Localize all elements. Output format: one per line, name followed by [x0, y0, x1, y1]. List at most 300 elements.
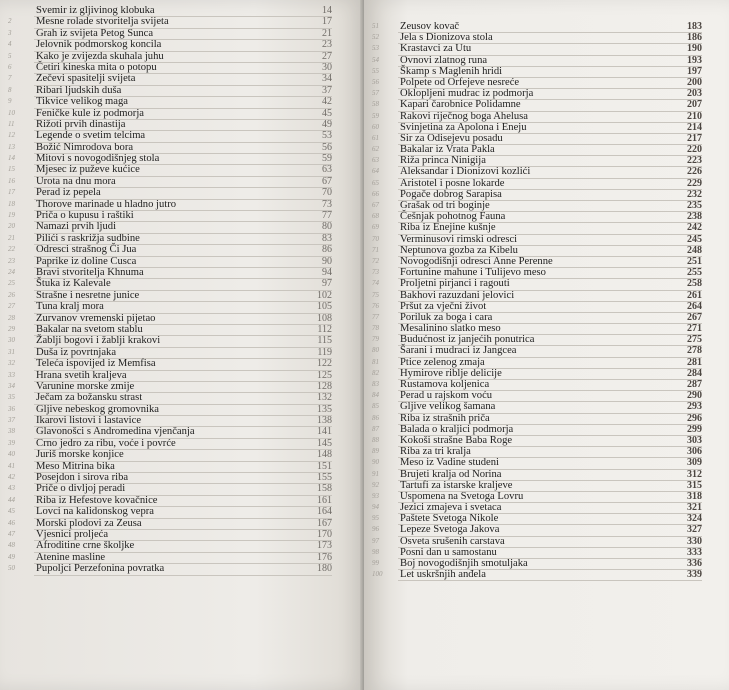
entry-page-number: 330 — [687, 535, 702, 547]
entry-number: 32 — [8, 359, 15, 368]
entry-page-number: 14 — [322, 5, 332, 16]
entry-number: 13 — [8, 142, 15, 151]
entry-number: 58 — [372, 100, 379, 109]
entry-page-number: 73 — [322, 198, 332, 210]
entry-title: Namazi prvih ljudi — [36, 221, 117, 233]
entry-number: 53 — [372, 44, 379, 53]
entry-title: Uspomena na Svetoga Lovru — [400, 490, 524, 502]
entry-number: 89 — [372, 447, 379, 456]
entry-page-number: 275 — [687, 334, 702, 346]
entry-number: 98 — [372, 547, 379, 556]
entry-title: Četiri kineska mita o potopu — [36, 61, 157, 73]
entry-page-number: 186 — [687, 32, 702, 44]
entry-page-number: 232 — [687, 188, 702, 200]
entry-title: Riba iz Enejine kušnje — [400, 222, 496, 234]
entry-title: Thorove marinade u hladno jutro — [36, 198, 177, 210]
entry-title: Kapari čarobnice Polidamne — [400, 99, 521, 111]
entry-number: 3 — [8, 28, 12, 37]
entry-number: 48 — [8, 541, 15, 550]
entry-page-number: 278 — [687, 345, 702, 357]
entry-page-number: 200 — [687, 76, 702, 88]
entry-number: 43 — [8, 484, 15, 493]
entry-page-number: 86 — [322, 244, 332, 256]
entry-page-number: 125 — [317, 369, 332, 381]
entry-page-number: 145 — [317, 437, 332, 449]
entry-number: 47 — [8, 529, 15, 538]
entry-title: Zeusov kovač — [400, 21, 460, 32]
entry-title: Tikvice velikog maga — [36, 96, 128, 108]
entry-number: 92 — [372, 480, 379, 489]
entry-page-number: 255 — [687, 267, 702, 279]
entry-number: 96 — [372, 525, 379, 534]
entry-title: Aleksandar i Dionizovi kozlići — [400, 166, 531, 178]
entry-title: Ptice zelenog zmaja — [400, 356, 485, 368]
entry-number: 72 — [372, 256, 379, 265]
entry-title: Božić Nimrodova bora — [36, 141, 134, 153]
entry-page-number: 102 — [317, 289, 332, 301]
entry-page-number: 112 — [317, 323, 332, 335]
entry-number: 29 — [8, 324, 15, 333]
entry-title: Rustamova koljenica — [400, 379, 490, 390]
entry-title: Svinjetina za Apolona i Eneju — [400, 121, 527, 133]
entry-title: Žablji bogovi i žablji krakovi — [36, 335, 161, 347]
entry-title: Priče o divljoj peradi — [36, 483, 126, 495]
entry-page-number: 70 — [322, 187, 332, 199]
entry-title: Meso iz Vadine studeni — [400, 457, 499, 469]
entry-page-number: 290 — [687, 390, 702, 402]
entry-page-number: 235 — [687, 200, 702, 211]
entry-underline — [398, 580, 702, 581]
entry-title: Odresci strašnog Či Jua — [36, 244, 137, 256]
entry-number: 7 — [8, 74, 12, 83]
entry-page-number: 56 — [322, 141, 332, 153]
entry-page-number: 296 — [687, 412, 702, 424]
entry-page-number: 83 — [322, 232, 332, 244]
entry-page-number: 122 — [317, 358, 332, 370]
entry-title: Priča o kupusu i raštiki — [36, 210, 134, 222]
entry-page-number: 80 — [322, 221, 332, 233]
entry-number: 9 — [8, 97, 12, 106]
entry-page-number: 94 — [322, 266, 332, 278]
entry-title: Proljetni pirjanci i ragouti — [400, 278, 510, 290]
entry-number: 52 — [372, 33, 379, 42]
entry-page-number: 90 — [322, 255, 332, 267]
toc-list-right — [364, 22, 716, 581]
entry-number: 81 — [372, 357, 379, 366]
entry-title: Pršut za vječni život — [400, 300, 487, 312]
entry-title: Meso Mitrina bika — [36, 460, 115, 472]
entry-page-number: 141 — [317, 426, 332, 438]
entry-number: 30 — [8, 336, 15, 345]
entry-title: Ribari ljudskih duša — [36, 84, 122, 96]
entry-title: Hrana svetih kraljeva — [36, 369, 127, 381]
entry-title: Riba iz strašnih priča — [400, 412, 490, 424]
entry-number: 8 — [8, 85, 12, 94]
entry-title: Brujeti kralja od Norina — [400, 468, 502, 480]
entry-underline — [34, 575, 332, 576]
entry-page-number: 176 — [317, 551, 332, 563]
entry-number: 83 — [372, 380, 379, 388]
entry-number: 100 — [372, 570, 383, 579]
toc-entry — [0, 564, 348, 575]
entry-title: Crno jedro za ribu, voće i povrće — [36, 437, 176, 449]
entry-number: 10 — [8, 108, 15, 117]
entry-title: Feničke kule iz podmorja — [36, 107, 144, 119]
entry-title: Afroditine crne školjke — [36, 540, 135, 552]
entry-title: Bravi stvoritelja Khnuma — [36, 266, 144, 278]
entry-title: Pilići s raskrižja sudbine — [36, 232, 140, 244]
entry-title: Ječam za božansku strast — [36, 392, 143, 404]
entry-number: 56 — [372, 77, 379, 86]
entry-page-number: 293 — [687, 401, 702, 413]
entry-title: Češnjak pohotnog Fauna — [400, 211, 506, 223]
entry-number: 49 — [8, 552, 15, 561]
entry-number: 36 — [8, 404, 15, 413]
entry-page-number: 197 — [687, 65, 702, 77]
entry-page-number: 173 — [317, 540, 332, 552]
entry-number: 20 — [8, 222, 15, 231]
entry-page-number: 306 — [687, 446, 702, 458]
entry-page-number: 158 — [317, 483, 332, 495]
entry-page-number: 180 — [317, 563, 332, 575]
entry-number: 86 — [372, 413, 379, 422]
entry-number: 11 — [8, 119, 15, 128]
entry-page-number: 164 — [317, 506, 332, 518]
entry-page-number: 287 — [687, 379, 702, 390]
entry-title: Paštete Svetoga Nikole — [400, 513, 499, 525]
entry-number: 38 — [8, 427, 15, 436]
entry-page-number: 108 — [317, 312, 332, 324]
entry-title: Balada o kraljici podmorja — [400, 423, 514, 435]
entry-title: Poriluk za boga i cara — [400, 311, 493, 323]
entry-number: 91 — [372, 469, 379, 478]
entry-number: 35 — [8, 393, 15, 402]
entry-page-number: 49 — [322, 118, 332, 130]
entry-title: Legende o svetim telcima — [36, 130, 146, 142]
entry-title: Tartufi za istarske kraljeve — [400, 479, 513, 491]
entry-number: 39 — [8, 438, 15, 447]
entry-title: Osveta srušenih carstava — [400, 535, 505, 547]
entry-page-number: 267 — [687, 311, 702, 323]
entry-page-number: 53 — [322, 130, 332, 142]
entry-page-number: 115 — [317, 335, 332, 347]
entry-number: 78 — [372, 324, 379, 333]
entry-page-number: 261 — [687, 289, 702, 301]
entry-number: 84 — [372, 391, 379, 400]
entry-number: 33 — [8, 370, 15, 379]
entry-number: 68 — [372, 212, 379, 221]
entry-title: Paprike iz doline Cusca — [36, 255, 137, 267]
entry-number: 80 — [372, 346, 379, 355]
entry-title: Tuna kralj mora — [36, 301, 104, 313]
entry-number: 2 — [8, 17, 12, 26]
entry-number: 62 — [372, 145, 379, 154]
entry-number: 22 — [8, 245, 15, 254]
entry-number: 37 — [8, 416, 15, 425]
entry-page-number: 229 — [687, 177, 702, 189]
entry-title: Boj novogodišnjih smotuljaka — [400, 558, 528, 569]
entry-number: 61 — [372, 133, 379, 142]
entry-number: 23 — [8, 256, 15, 265]
entry-number: 15 — [8, 165, 15, 174]
entry-title: Let uskršnjih anđela — [400, 569, 486, 581]
entry-title: Krastavci za Utu — [400, 43, 472, 55]
entry-title: Neptunova gozba za Kibelu — [400, 244, 518, 256]
entry-title: Ovnovi zlatnog runa — [400, 54, 488, 66]
entry-title: Riba za tri kralja — [400, 446, 471, 458]
entry-page-number: 105 — [317, 301, 332, 313]
entry-page-number: 23 — [322, 39, 332, 51]
entry-title: Glavonošci s Andromedina vjenčanja — [36, 426, 195, 438]
entry-number: 93 — [372, 491, 379, 500]
entry-page-number: 226 — [687, 166, 702, 178]
entry-number: 73 — [372, 268, 379, 277]
entry-page-number: 97 — [322, 278, 332, 290]
entry-page-number: 299 — [687, 423, 702, 435]
entry-page-number: 217 — [687, 132, 702, 144]
entry-number: 99 — [372, 559, 379, 567]
entry-title: Mesalinino slatko meso — [400, 323, 501, 335]
entry-title: Grašak od tri boginje — [400, 200, 490, 211]
entry-title: Zurvanov vremenski pijetao — [36, 312, 156, 324]
entry-number: 60 — [372, 122, 379, 131]
entry-title: Teleća ispovijed iz Memfisa — [36, 358, 156, 370]
entry-page-number: 27 — [322, 50, 332, 62]
entry-page-number: 30 — [322, 61, 332, 73]
entry-page-number: 214 — [687, 121, 702, 133]
left-page — [0, 0, 364, 690]
entry-title: Mjesec iz puževe kućice — [36, 164, 140, 176]
entry-title: Mitovi s novogodišnjeg stola — [36, 153, 160, 165]
entry-page-number: 135 — [317, 403, 332, 415]
entry-page-number: 193 — [687, 54, 702, 66]
entry-page-number: 128 — [317, 380, 332, 392]
entry-title: Bakalar na svetom stablu — [36, 323, 143, 335]
entry-number: 18 — [8, 199, 15, 208]
entry-page-number: 132 — [317, 392, 332, 404]
entry-number: 28 — [8, 313, 15, 322]
entry-number: 57 — [372, 89, 379, 98]
entry-number: 41 — [8, 461, 15, 470]
entry-page-number: 321 — [687, 502, 702, 514]
entry-number: 55 — [372, 66, 379, 75]
entry-title: Aristotel i posne lokarde — [400, 177, 505, 189]
entry-number: 90 — [372, 458, 379, 467]
entry-number: 34 — [8, 381, 15, 390]
entry-title: Juriš morske konjice — [36, 449, 124, 461]
entry-page-number: 251 — [687, 255, 702, 267]
entry-number: 21 — [8, 233, 15, 242]
entry-page-number: 333 — [687, 546, 702, 558]
entry-number: 76 — [372, 301, 379, 310]
entry-page-number: 77 — [322, 210, 332, 222]
entry-page-number: 339 — [687, 569, 702, 581]
entry-page-number: 67 — [322, 175, 332, 187]
entry-number: 75 — [372, 290, 379, 299]
entry-number: 74 — [372, 279, 379, 288]
entry-number: 31 — [8, 347, 15, 356]
entry-number: 87 — [372, 424, 379, 433]
entry-title: Gljive nebeskog gromovnika — [36, 403, 159, 415]
entry-number: 95 — [372, 514, 379, 523]
entry-title: Šarani i mudraci iz Jangcea — [400, 345, 517, 357]
entry-number: 5 — [8, 51, 12, 60]
entry-page-number: 336 — [687, 558, 702, 569]
entry-title: Lepeze Svetoga Jakova — [400, 524, 500, 536]
entry-number: 6 — [8, 62, 12, 71]
entry-page-number: 190 — [687, 43, 702, 55]
entry-title: Urota na dnu mora — [36, 175, 116, 187]
entry-number: 66 — [372, 189, 379, 198]
entry-number: 69 — [372, 223, 379, 232]
entry-title: Perad iz pepela — [36, 187, 101, 199]
entry-number: 42 — [8, 473, 15, 482]
entry-title: Varunine morske zmije — [36, 380, 135, 392]
entry-page-number: 207 — [687, 99, 702, 111]
entry-number: 25 — [8, 279, 15, 288]
entry-page-number: 42 — [322, 96, 332, 108]
entry-title: Kokoši strašne Baba Roge — [400, 434, 513, 446]
entry-page-number: 21 — [322, 27, 332, 39]
entry-number: 46 — [8, 518, 15, 527]
entry-page-number: 248 — [687, 244, 702, 256]
entry-title: Novogodišnji odresci Anne Perenne — [400, 255, 553, 267]
entry-number: 67 — [372, 201, 379, 209]
toc-entry — [364, 570, 716, 581]
entry-title: Verminusovi rimski odresci — [400, 233, 518, 245]
entry-number: 94 — [372, 503, 379, 512]
entry-number: 16 — [8, 176, 15, 185]
entry-page-number: 271 — [687, 323, 702, 335]
entry-title: Rakovi riječnog boga Ahelusa — [400, 110, 528, 122]
entry-title: Vjesnici proljeća — [36, 528, 109, 540]
entry-number: 97 — [372, 536, 379, 545]
entry-title: Svemir iz gljivinog klobuka — [36, 5, 155, 16]
entry-page-number: 155 — [317, 472, 332, 484]
entry-title: Škamp s Maglenih hridi — [400, 65, 503, 77]
entry-title: Morski plodovi za Zeusa — [36, 517, 142, 529]
entry-page-number: 170 — [317, 528, 332, 540]
entry-page-number: 284 — [687, 367, 702, 379]
entry-title: Bakalar iz Vrata Pakla — [400, 144, 495, 156]
entry-title: Oklopljeni mudrac iz podmorja — [400, 88, 534, 100]
entry-number: 88 — [372, 435, 379, 444]
entry-page-number: 238 — [687, 211, 702, 223]
entry-page-number: 315 — [687, 479, 702, 491]
entry-number: 77 — [372, 312, 379, 321]
entry-title: Strašne i nesretne junice — [36, 289, 140, 301]
entry-number: 71 — [372, 245, 379, 254]
entry-page-number: 281 — [687, 356, 702, 368]
entry-page-number: 34 — [322, 73, 332, 85]
entry-title: Sir za Odisejevu posadu — [400, 132, 503, 144]
entry-page-number: 183 — [687, 21, 702, 32]
entry-number: 63 — [372, 156, 379, 165]
entry-number: 14 — [8, 154, 15, 163]
entry-page-number: 264 — [687, 300, 702, 312]
entry-number: 24 — [8, 267, 15, 276]
entry-title: Grah iz svijeta Petog Sunca — [36, 27, 154, 39]
entry-page-number: 37 — [322, 84, 332, 96]
entry-title: Posejdon i sirova riba — [36, 472, 129, 484]
entry-page-number: 324 — [687, 513, 702, 525]
entry-page-number: 312 — [687, 468, 702, 480]
entry-title: Fortunine mahune i Tulijevo meso — [400, 267, 546, 279]
entry-page-number: 327 — [687, 524, 702, 536]
entry-title: Rižoti prvih dinastija — [36, 118, 126, 130]
entry-page-number: 63 — [322, 164, 332, 176]
entry-page-number: 151 — [317, 460, 332, 472]
entry-title: Posni dan u samostanu — [400, 546, 497, 558]
entry-number: 51 — [372, 22, 379, 30]
entry-title: Perad u rajskom voću — [400, 390, 493, 402]
entry-number: 50 — [8, 564, 15, 573]
entry-title: Ikarovi listovi i lastavice — [36, 415, 142, 427]
right-page — [364, 0, 729, 690]
entry-number: 82 — [372, 368, 379, 377]
entry-number: 79 — [372, 335, 379, 344]
entry-page-number: 258 — [687, 278, 702, 290]
entry-page-number: 17 — [322, 16, 332, 28]
entry-number: 59 — [372, 111, 379, 120]
entry-title: Hymirove riblje delicije — [400, 367, 502, 379]
entry-title: Pogače dobrog Sarapisa — [400, 188, 502, 200]
entry-title: Mesne rolade stvoriteljа svijeta — [36, 16, 169, 28]
entry-number: 27 — [8, 302, 15, 311]
entry-page-number: 318 — [687, 490, 702, 502]
entry-title: Atenine masline — [36, 551, 106, 563]
entry-title: Bakhovi razuzdani jelovici — [400, 289, 515, 301]
entry-number: 45 — [8, 507, 15, 516]
entry-title: Riža princa Ninigija — [400, 155, 486, 167]
entry-page-number: 138 — [317, 415, 332, 427]
entry-page-number: 309 — [687, 457, 702, 469]
entry-page-number: 303 — [687, 434, 702, 446]
entry-number: 54 — [372, 55, 379, 64]
entry-number: 65 — [372, 178, 379, 187]
entry-title: Duša iz povrtnjaka — [36, 346, 117, 358]
entry-number: 85 — [372, 402, 379, 411]
entry-title: Riba iz Hefestove kovačnice — [36, 494, 158, 506]
entry-page-number: 161 — [317, 494, 332, 506]
entry-page-number: 167 — [317, 517, 332, 529]
entry-title: Lovci na kalidonskog vepra — [36, 506, 154, 518]
entry-page-number: 210 — [687, 110, 702, 122]
entry-number: 4 — [8, 40, 12, 49]
entry-page-number: 148 — [317, 449, 332, 461]
entry-page-number: 119 — [317, 346, 332, 358]
entry-page-number: 242 — [687, 222, 702, 234]
entry-title: Štuka iz Kalevale — [36, 278, 111, 290]
entry-number: 40 — [8, 450, 15, 459]
entry-title: Jezici zmajeva i svetaca — [400, 502, 502, 514]
entry-number: 70 — [372, 234, 379, 243]
entry-number: 19 — [8, 211, 15, 220]
entry-number: 17 — [8, 188, 15, 197]
entry-title: Jela s Dionizova stola — [400, 32, 493, 44]
entry-page-number: 223 — [687, 155, 702, 167]
entry-page-number: 59 — [322, 153, 332, 165]
entry-title: Zečevi spasitelji svijeta — [36, 73, 136, 85]
entry-number: 64 — [372, 167, 379, 176]
entry-page-number: 45 — [322, 107, 332, 119]
entry-number: 44 — [8, 495, 15, 504]
entry-title: Budućnost iz janjećih ponutrica — [400, 334, 535, 346]
entry-title: Gljive velikog šamana — [400, 401, 496, 413]
toc-list-left — [0, 6, 348, 576]
entry-title: Polpete od Orfejeve nesreće — [400, 76, 520, 88]
entry-page-number: 245 — [687, 233, 702, 245]
